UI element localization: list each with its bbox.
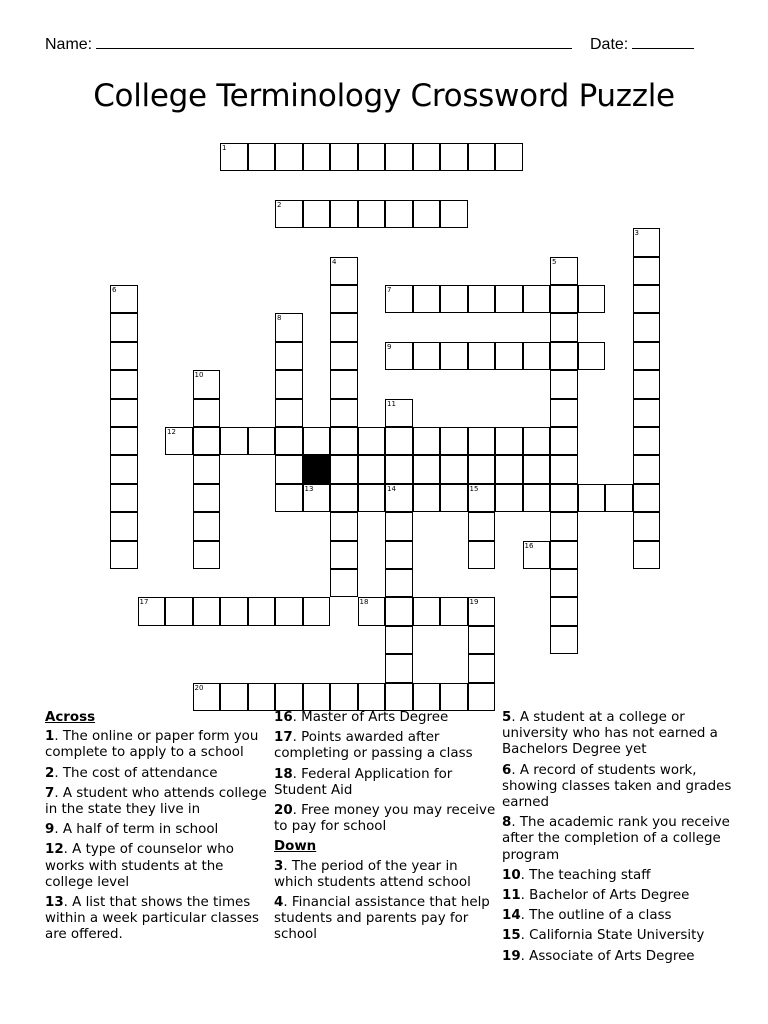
crossword-cell[interactable] [110,313,138,341]
clue-5: 5. A student at a college or university who has not earned a Bachelors Degree yet [502,710,718,758]
clue-text: Federal Application for Student Aid [274,766,453,798]
crossword-cell[interactable] [578,285,606,313]
crossword-cell[interactable] [495,143,523,171]
crossword-cell[interactable] [440,200,468,228]
date-label: Date: [590,36,629,53]
clue-number: 11 [502,888,521,904]
clue-1: 1. The online or paper form you complete to apply to a school [45,729,259,761]
crossword-cell[interactable] [523,427,551,455]
clue-text: The cost of attendance [62,765,218,781]
crossword-cell[interactable] [248,597,276,625]
crossword-cell[interactable] [303,427,331,455]
crossword-cell[interactable] [385,455,413,483]
clue-19: 19. Associate of Arts Degree [502,948,695,964]
crossword-cell[interactable] [385,512,413,540]
crossword-cell[interactable] [358,427,386,455]
crossword-cell[interactable] [440,683,468,711]
crossword-cell[interactable] [550,597,578,625]
clue-3: 3. The period of the year in which students attend school [274,858,471,890]
crossword-cell[interactable] [413,285,441,313]
cell-number: 19 [469,598,479,607]
crossword-cell[interactable] [495,455,523,483]
clue-number: 6 [502,762,512,778]
crossword-cell[interactable] [468,541,496,569]
crossword-cell[interactable] [440,427,468,455]
cell-number: 13 [304,484,314,493]
clue-text: Free money you may receive to pay for school [274,803,496,835]
clue-text: A list that shows the times within a week particular classes are offered. [45,895,259,943]
crossword-cell[interactable] [413,455,441,483]
crossword-cell[interactable] [165,597,193,625]
crossword-cell[interactable] [275,342,303,370]
crossword-cell[interactable] [633,455,661,483]
crossword-cell[interactable] [413,427,441,455]
crossword-cell[interactable] [440,342,468,370]
crossword-cell[interactable] [220,427,248,455]
cell-number: 10 [194,371,204,380]
clue-number: 16 [274,710,293,725]
crossword-cell[interactable] [110,541,138,569]
clue-15: 15. California State University [502,928,705,944]
crossword-cell[interactable] [330,541,358,569]
crossword-cell[interactable] [413,484,441,512]
crossword-cell[interactable] [330,342,358,370]
crossword-cell[interactable] [495,427,523,455]
crossword-cell[interactable] [275,484,303,512]
clue-number: 4 [274,895,284,911]
crossword-cell[interactable] [193,683,221,711]
crossword-cell[interactable] [633,313,661,341]
crossword-cell[interactable] [193,541,221,569]
clue-text: The academic rank you receive after the completion of a college program [502,815,730,863]
crossword-cell[interactable] [633,541,661,569]
clue-2: 2. The cost of attendance [45,765,218,781]
crossword-cell[interactable] [303,484,331,512]
clue-number: 20 [274,803,293,819]
crossword-cell[interactable] [550,484,578,512]
clue-number: 9 [45,822,55,838]
clue-number: 18 [274,766,293,782]
crossword-cell[interactable] [523,541,551,569]
clues-column-3 [502,710,732,969]
crossword-cell[interactable] [385,342,413,370]
cell-number: 4 [332,257,337,266]
cell-number: 5 [552,257,557,266]
crossword-cell[interactable] [523,484,551,512]
crossword-cell[interactable] [303,200,331,228]
date-field[interactable] [590,34,694,54]
crossword-cell[interactable] [468,626,496,654]
crossword-cell[interactable] [605,484,633,512]
crossword-cell[interactable] [330,370,358,398]
crossword-cell[interactable] [358,143,386,171]
clue-text: The outline of a class [529,908,672,924]
crossword-cell[interactable] [275,399,303,427]
clue-text: A record of students work, showing classes taken and grades earned [502,762,732,811]
crossword-cell[interactable] [275,427,303,455]
crossword-cell[interactable] [330,257,358,285]
crossword-cell[interactable] [550,626,578,654]
crossword-cell[interactable] [165,427,193,455]
clue-16: 16. Master of Arts Degree [274,710,449,725]
cell-number: 18 [359,598,369,607]
crossword-cell[interactable] [248,683,276,711]
crossword-cell[interactable] [440,285,468,313]
crossword-cell[interactable] [413,200,441,228]
clue-7: 7. A student who attends college in the state they live in [45,785,267,818]
clue-number: 7 [45,785,55,801]
crossword-cell[interactable] [385,399,413,427]
crossword-cell[interactable] [275,597,303,625]
cell-number: 11 [387,399,396,408]
clue-4: 4. Financial assistance that help students and parents pay for school [274,895,490,943]
crossword-cell[interactable] [633,285,661,313]
name-field[interactable] [45,34,572,54]
crossword-cell[interactable] [633,228,661,256]
crossword-cell[interactable] [413,342,441,370]
clue-text: Financial assistance that help students and parents pay for school [274,895,490,943]
crossword-cell[interactable] [468,455,496,483]
clue-text: A type of counselor who works with students at the college level [45,842,234,890]
crossword-cell[interactable] [275,143,303,171]
crossword-cell[interactable] [330,512,358,540]
crossword-cell[interactable] [110,342,138,370]
cell-number: 1 [222,144,227,152]
crossword-cell[interactable] [385,285,413,313]
cell-number: 6 [112,286,117,294]
page-title: College Terminology Crossword Puzzle [93,78,675,114]
crossword-cell[interactable] [220,597,248,625]
cell-number: 16 [524,541,534,550]
clue-text: The period of the year in which students attend school [274,858,471,890]
crossword-cell[interactable] [220,683,248,711]
crossword-cell[interactable] [330,200,358,228]
clue-12: 12. A type of counselor who works with students at the college level [45,842,234,890]
down-heading: Down [274,839,317,855]
clue-text: Bachelor of Arts Degree [529,888,690,904]
crossword-cell[interactable] [138,597,166,625]
cell-number: 2 [277,200,282,209]
crossword-cell[interactable] [440,597,468,625]
crossword-cell[interactable] [440,484,468,512]
crossword-cell[interactable] [413,597,441,625]
crossword-cell[interactable] [385,626,413,654]
crossword-cell[interactable] [275,455,303,483]
crossword-cell[interactable] [193,512,221,540]
crossword-cell[interactable] [358,200,386,228]
crossword-cell[interactable] [385,143,413,171]
crossword-cell[interactable] [413,683,441,711]
clue-number: 13 [45,895,64,911]
crossword-cell[interactable] [633,484,661,512]
crossword-cell[interactable] [303,683,331,711]
crossword-cell[interactable] [358,455,386,483]
cell-number: 14 [387,484,396,493]
crossword-cell[interactable] [385,427,413,455]
crossword-cell[interactable] [440,143,468,171]
date-blank[interactable] [632,34,694,49]
clues-column-1 [45,710,273,948]
crossword-cell[interactable] [110,427,138,455]
crossword-cell[interactable] [193,370,221,398]
crossword-cell[interactable] [385,200,413,228]
crossword-cell[interactable] [633,370,661,398]
crossword-cell[interactable] [523,455,551,483]
clue-number: 12 [45,842,64,858]
crossword-cell[interactable] [358,683,386,711]
clue-17: 17. Points awarded after completing or passing a class [274,730,473,762]
clue-number: 8 [502,815,512,831]
clue-number: 15 [502,928,521,944]
clue-20: 20. Free money you may receive to pay for school [274,803,496,835]
crossword-cell[interactable] [550,370,578,398]
crossword-cell[interactable] [193,427,221,455]
crossword-cell[interactable] [330,683,358,711]
crossword-cell[interactable] [468,654,496,682]
clue-text: The teaching staff [529,867,651,883]
clue-text: A student at a college or university who has not earned a Bachelors Degree yet [502,710,718,758]
crossword-cell[interactable] [275,683,303,711]
crossword-cell[interactable] [468,484,496,512]
cell-number: 3 [634,229,639,238]
crossword-cell[interactable] [633,257,661,285]
crossword-cell[interactable] [550,399,578,427]
name-blank[interactable] [96,34,572,49]
crossword-cell[interactable] [193,484,221,512]
clue-number: 3 [274,858,284,874]
crossword-cell[interactable] [523,342,551,370]
crossword-cell[interactable] [523,285,551,313]
crossword-cell[interactable] [468,342,496,370]
clue-text: Associate of Arts Degree [529,948,695,964]
clue-text: Master of Arts Degree [301,710,449,725]
crossword-cell[interactable] [468,143,496,171]
crossword-cell[interactable] [193,399,221,427]
clue-text: California State University [529,928,705,944]
crossword-cell[interactable] [110,512,138,540]
clue-11: 11. Bachelor of Arts Degree [502,888,690,904]
clue-6: 6. A record of students work, showing classes taken and grades earned [502,762,732,811]
crossword-cell[interactable] [248,427,276,455]
clue-text: A student who attends college in the state they live in [45,785,267,818]
crossword-cell[interactable] [468,597,496,625]
crossword-cell[interactable] [330,399,358,427]
clue-18: 18. Federal Application for Student Aid [274,766,453,798]
clue-number: 17 [274,730,293,746]
crossword-cell[interactable] [468,285,496,313]
crossword-cell[interactable] [193,597,221,625]
crossword-cell[interactable] [495,285,523,313]
crossword-cell[interactable] [550,313,578,341]
cell-number: 17 [139,598,149,607]
crossword-cell[interactable] [550,512,578,540]
crossword-cell[interactable] [550,427,578,455]
crossword-cell[interactable] [303,597,331,625]
clue-14: 14. The outline of a class [502,908,672,924]
crossword-cell[interactable] [275,200,303,228]
crossword-cell[interactable] [330,484,358,512]
cell-number: 8 [277,314,282,323]
crossword-cell[interactable] [468,512,496,540]
crossword-cell[interactable] [468,683,496,711]
clue-number: 5 [502,710,512,725]
crossword-cell[interactable] [303,143,331,171]
clue-8: 8. The academic rank you receive after the completion of a college program [502,815,730,863]
crossword-cell[interactable] [550,541,578,569]
crossword-cell[interactable] [578,342,606,370]
clue-number: 10 [502,867,521,883]
crossword-cell[interactable] [275,370,303,398]
crossword-cell[interactable] [440,455,468,483]
crossword-cell[interactable] [550,455,578,483]
crossword-cell[interactable] [633,342,661,370]
crossword-cell[interactable] [110,484,138,512]
black-square [303,455,331,483]
crossword-cell[interactable] [495,484,523,512]
crossword-cell[interactable] [385,484,413,512]
crossword-cell[interactable] [385,597,413,625]
crossword-cell[interactable] [330,143,358,171]
crossword-cell[interactable] [330,313,358,341]
across-heading: Across [45,710,96,725]
clue-text: A half of term in school [62,822,219,838]
cell-number: 12 [167,428,176,436]
crossword-cell[interactable] [633,399,661,427]
crossword-cell[interactable] [550,342,578,370]
crossword-cell[interactable] [633,427,661,455]
clue-9: 9. A half of term in school [45,822,219,838]
cell-number: 9 [387,342,392,351]
crossword-cell[interactable] [193,455,221,483]
crossword-cell[interactable] [110,455,138,483]
cell-number: 15 [469,484,479,493]
crossword-cell[interactable] [633,512,661,540]
crossword-cell[interactable] [330,285,358,313]
crossword-cell[interactable] [495,342,523,370]
crossword-cell[interactable] [578,484,606,512]
crossword-cell[interactable] [330,455,358,483]
clue-number: 2 [45,765,55,781]
crossword-cell[interactable] [110,399,138,427]
crossword-cell[interactable] [550,285,578,313]
crossword-cell[interactable] [385,541,413,569]
crossword-cell[interactable] [413,143,441,171]
clue-text: The online or paper form you complete to apply to a school [45,729,259,761]
clue-number: 1 [45,729,55,745]
clue-10: 10. The teaching staff [502,867,651,883]
clue-text: Points awarded after completing or passing a class [274,730,473,762]
crossword-cell[interactable] [385,569,413,597]
cell-number: 7 [387,286,392,294]
crossword-cell[interactable] [385,683,413,711]
cell-number: 20 [194,683,204,692]
crossword-cell[interactable] [358,597,386,625]
clues-column-2 [274,710,500,948]
crossword-cell[interactable] [110,285,138,313]
crossword-cell[interactable] [550,257,578,285]
name-label: Name: [45,36,93,53]
clue-number: 14 [502,908,521,924]
crossword-cell[interactable] [220,143,248,171]
clue-number: 19 [502,948,521,964]
crossword-cell[interactable] [248,143,276,171]
crossword-cell[interactable] [330,427,358,455]
crossword-cell[interactable] [358,484,386,512]
crossword-cell[interactable] [110,370,138,398]
crossword-cell[interactable] [275,313,303,341]
crossword-cell[interactable] [550,569,578,597]
clue-13: 13. A list that shows the times within a week particular classes are offered. [45,895,259,943]
crossword-cell[interactable] [330,569,358,597]
crossword-cell[interactable] [385,654,413,682]
crossword-cell[interactable] [468,427,496,455]
